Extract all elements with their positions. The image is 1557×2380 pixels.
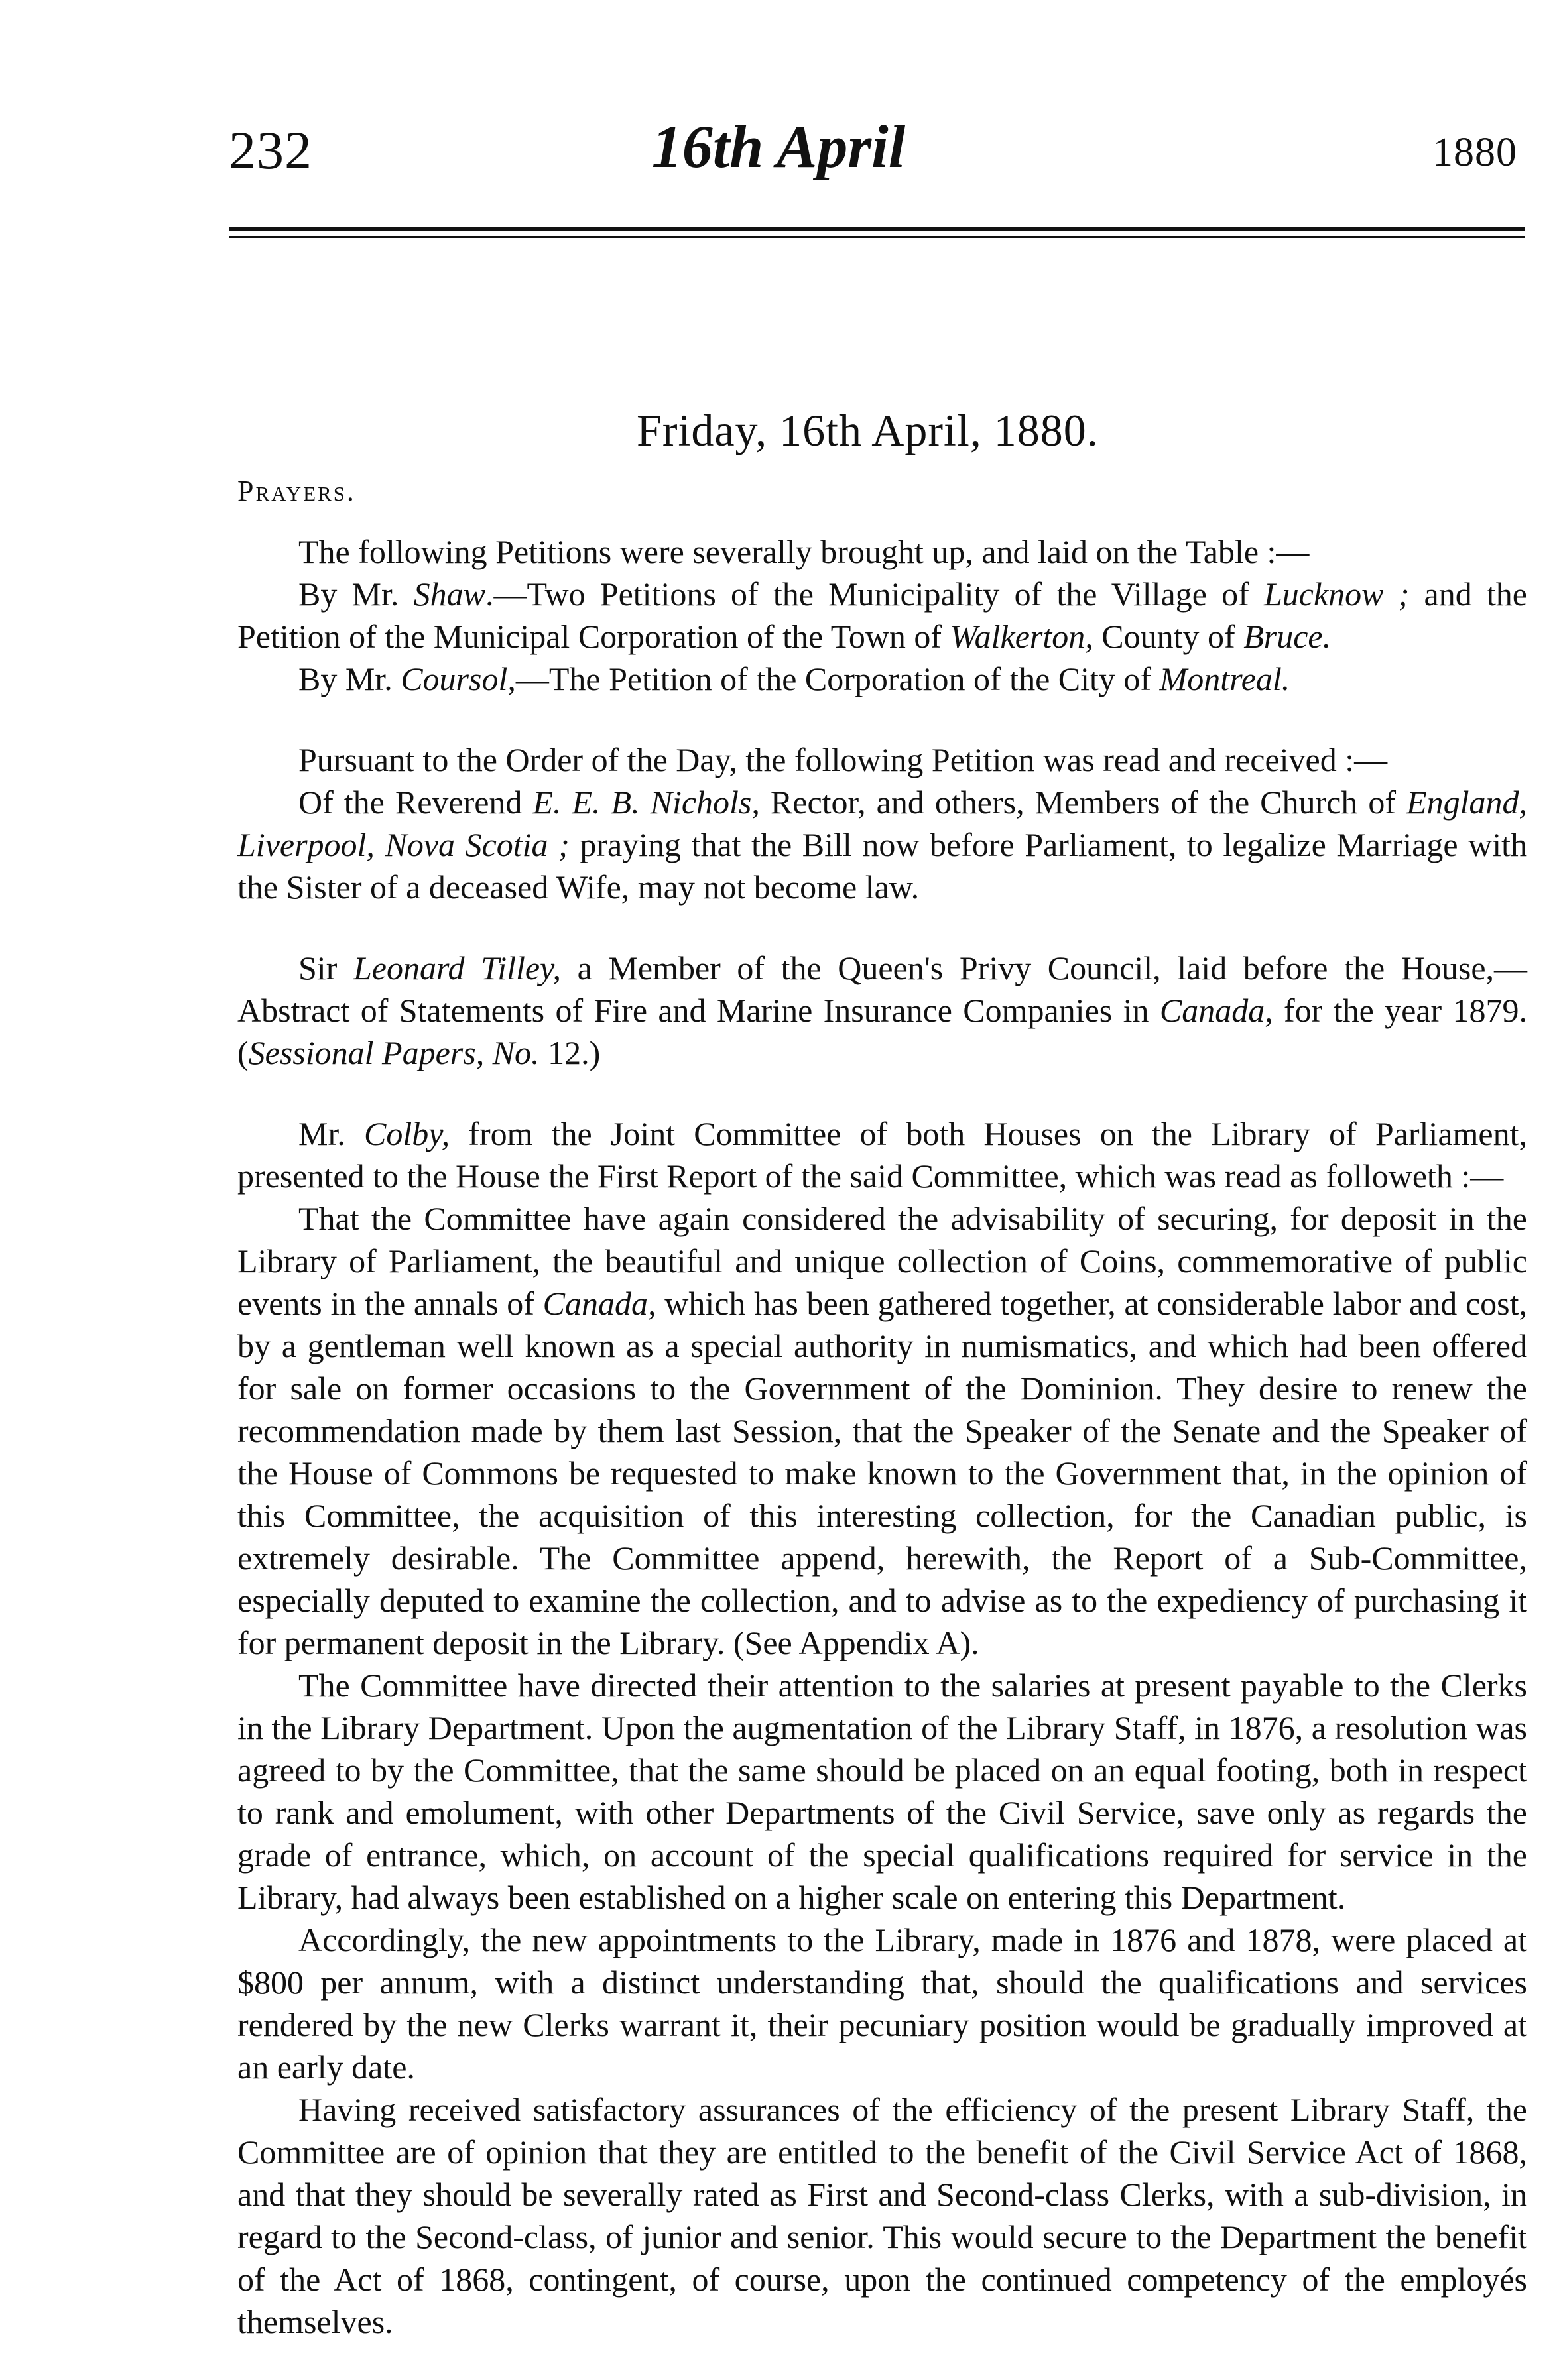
text-run: England, Liverpool, Nova Scotia ; — [237, 784, 1527, 863]
text-run: Canada, — [1159, 992, 1273, 1029]
text-run: Montreal. — [1159, 660, 1290, 697]
running-head-date: 16th April — [651, 113, 906, 180]
paragraph-tilley — [237, 947, 1527, 1074]
paragraph-petition-nichols — [237, 781, 1527, 908]
text-run: which has been gathered together, at considerable labor and cost, by a gentleman well known as a special authority in numismatics, and which had been offered for sale on former occasions to the Government of the Dominion. They desire to renew the recommendation made by them last Session, that the Speaker of the Senate and the Speaker of the House of Commons be requested to make known to the Government that, in the opinion of this Committee, the acquisition of this interesting collection, for the Canadian public, is extremely desirable. The Committee append, herewith, the Report of a Sub-Committee, especially deputed to examine the collection, and to advise as to the expediency of purchasing it for permanent deposit in the Library. (See Appendix A). — [237, 1285, 1527, 1661]
text-run: Colby, — [363, 1115, 450, 1152]
text-run: Accordingly, the new appointments to the Library, made in 1876 and 1878, were placed at $800 per annum, with a distinct understanding that, should the qualifications and services rendered by the new Clerks warrant it, their pecuniary position would be gradually improved at an early date. — [237, 1921, 1527, 2086]
text-run: Sessional Papers, No. — [248, 1034, 540, 1071]
text-run: .—Two Petitions of the Municipality of the Village of — [485, 575, 1264, 613]
text-run: Mr. — [298, 1115, 364, 1152]
text-run: a Member of the Queen's Privy Council, laid before the House,—Abstract of Statements of Fire and Marine Insurance Companies in — [237, 949, 1528, 1029]
text-run: Rector, and others, Members of the Church of — [759, 784, 1407, 821]
text-run: The Committee have directed their attention to the salaries at present payable to the Clerks in the Library Department. Upon the augmentation of the Library Staff, in 1876, a resolution was agreed to by the Committee, that the same should be placed on an equal footing, both in respect to rank and emolument, with other Departments of the Civil Service, save only as regards the grade of entrance, which, on account of the special qualifications required for service in the Library, had always been established on a higher scale on entering this Department. — [237, 1667, 1527, 1916]
text-run: By Mr. — [298, 660, 401, 697]
paragraph-order-of-day — [237, 739, 1527, 781]
paragraph-report-4 — [237, 2088, 1527, 2343]
paragraph-report-1 — [237, 1197, 1527, 1664]
page-number: 232 — [229, 120, 312, 180]
header-rule-thin — [229, 236, 1525, 238]
text-run: Lucknow ; — [1263, 575, 1410, 613]
text-run: Bruce. — [1243, 618, 1332, 655]
text-run: By Mr. — [298, 575, 414, 613]
text-run: 12.) — [539, 1034, 601, 1071]
text-run: praying that the Bill now before Parliament, to legalize Marriage with the Sister of a deceased Wife, may not become law. — [237, 826, 1527, 906]
text-run: County of — [1093, 618, 1244, 655]
paragraph-colby — [237, 1112, 1527, 1197]
header-rule-thick — [229, 227, 1525, 231]
text-run: Of the Reverend — [298, 784, 533, 821]
paragraph-petitions-intro — [237, 530, 1527, 573]
paragraph-report-3 — [237, 1919, 1527, 2088]
text-run: Having received satisfactory assurances of the efficiency of the present Library Staff, the Committee are of opinion that they are entitled to the benefit of the Civil Service Act of 1868, and that they should be severally rated as First and Second-class Clerks, with a sub-division, in regard to the Second-class, of junior and senior. This would secure to the Department the benefit of the Act of 1868, contingent, of course, upon the continued competency of the employés themselves. — [237, 2091, 1527, 2340]
running-head-year: 1880 — [1432, 130, 1517, 175]
paragraph-petition-coursol — [237, 658, 1527, 700]
text-run: That the Committee have again considered the advisability of securing, for deposit in the Library of Parliament, the beautiful and unique collection of Coins, commemorative of public events in the annals of — [237, 1200, 1527, 1322]
paragraph-report-2 — [237, 1664, 1527, 1919]
journal-body — [237, 530, 1527, 2343]
text-run: Shaw — [413, 575, 485, 613]
text-run: —The Petition of the Corporation of the City of — [515, 660, 1160, 697]
text-run: Pursuant to the Order of the Day, the following Petition was read and received :— — [298, 741, 1388, 778]
text-run: Leonard Tilley, — [353, 949, 562, 986]
margin-note-prayers: Prayers. — [237, 475, 356, 507]
text-run: and the Petition of the Municipal Corporation of the Town of — [237, 575, 1528, 655]
text-run: Walkerton, — [950, 618, 1093, 655]
text-run: Sir — [298, 949, 353, 986]
paragraph-petition-shaw — [237, 573, 1527, 658]
date-heading: Friday, 16th April, 1880. — [637, 405, 1099, 455]
text-run: Canada, — [542, 1285, 656, 1322]
text-run: The following Petitions were severally brought up, and laid on the Table :— — [298, 533, 1310, 570]
text-run: for the year 1879. ( — [237, 992, 1527, 1071]
text-run: E. E. B. Nichols, — [532, 784, 760, 821]
text-run: from the Joint Committee of both Houses on the Library of Parliament, presented to the House the First Report of the said Committee, which was read as followeth :— — [237, 1115, 1527, 1195]
text-run: Coursol, — [401, 660, 516, 697]
